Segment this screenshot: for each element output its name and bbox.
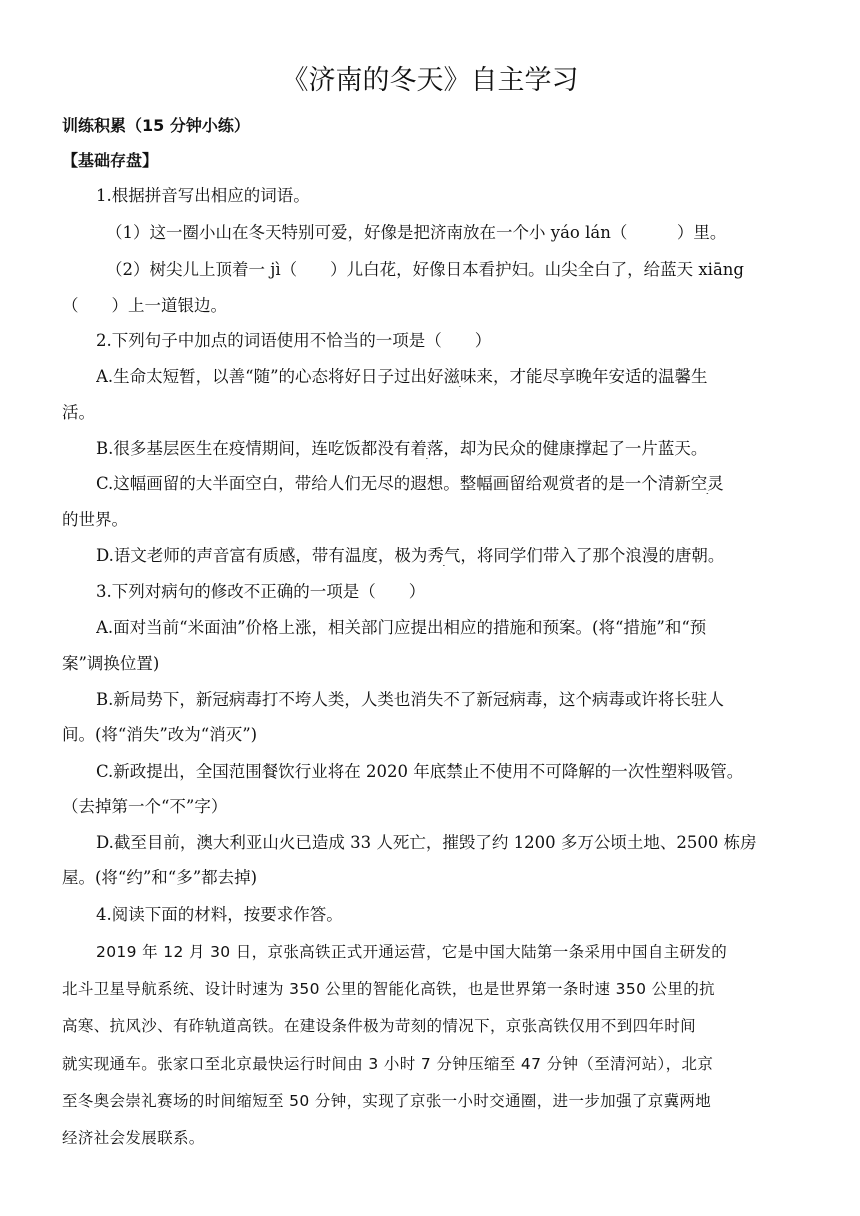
- question-3-option-c: C.新政提出，全国范围餐饮行业将在 2020 年底禁止不使用不可降解的一次性塑料吸管。: [96, 762, 744, 781]
- question-2-option-b: [96, 439, 802, 459]
- question-2-option-c-continued: 的世界。: [62, 510, 128, 529]
- question-3-option-d-continued: 屋。(将“约”和“多”都去掉): [62, 868, 258, 887]
- question-2-option-d: [96, 546, 802, 566]
- question-1-item-1: （1）这一圈小山在冬天特别可爱，好像是把济南放在一个小 yáo lán（ ）里。: [106, 223, 727, 242]
- question-2-option-a-continued: 活。: [62, 403, 95, 422]
- dotted-word-b: 着落: [410, 439, 444, 458]
- question-3-option-d: D.截至目前，澳大利亚山火已造成 33 人死亡，摧毁了约 1200 多万公顷土地、2500 栋房: [96, 833, 757, 852]
- question-3-option-b: B.新局势下，新冠病毒打不垮人类，人类也消失不了新冠病毒，这个病毒或许将长驻人: [96, 690, 724, 709]
- dotted-word-c: 空灵: [690, 474, 724, 493]
- question-2-option-c: [96, 474, 802, 494]
- dotted-word-d: 秀气: [427, 546, 461, 565]
- option-b-text: B.很多基层医生在疫情期间，连吃饭都没有: [96, 439, 411, 458]
- option-b-text-end: ，却为民众的健康撑起了一片蓝天。: [443, 439, 708, 458]
- material-line-4: 就实现通车。张家口至北京最快运行时间由 3 小时 7 分钟压缩至 47 分钟（至清河站），北京: [62, 1055, 714, 1073]
- question-3-option-a: A.面对当前“米面油”价格上涨，相关部门应提出相应的措施和预案。(将“措施”和“预: [96, 618, 707, 637]
- question-3-stem: 3.下列对病句的修改不正确的一项是（ ）: [96, 582, 426, 601]
- option-d-text-end: ，将同学们带入了那个浪漫的唐朝。: [460, 546, 725, 565]
- material-line-2: 北斗卫星导航系统、设计时速为 350 公里的智能化高铁，也是世界第一条时速 350 公里的抗: [62, 980, 715, 998]
- dotted-word-a: 滋味: [443, 367, 477, 386]
- question-1-item-2-continued: （ ）上一道银边。: [62, 296, 227, 315]
- material-line-6: 经济社会发展联系。: [62, 1129, 205, 1147]
- option-d-text: D.语文老师的声音富有质感，带有温度，极为: [96, 546, 428, 565]
- option-a-text-end: 来，才能尽享晚年安适的温馨生: [476, 367, 708, 386]
- question-4-stem: 4.阅读下面的材料，按要求作答。: [96, 905, 343, 924]
- question-2-stem: 2.下列句子中加点的词语使用不恰当的一项是（ ）: [96, 331, 492, 350]
- material-line-5: 至冬奥会崇礼赛场的时间缩短至 50 分钟，实现了京张一小时交通圈，进一步加强了京冀两地: [62, 1092, 712, 1110]
- option-a-text: A.生命太短暂，以善“随”的心态将好日子过出好: [96, 367, 444, 386]
- material-line-3: 高寒、抗风沙、有砟轨道高铁。在建设条件极为苛刻的情况下，京张高铁仅用不到四年时间: [62, 1017, 697, 1035]
- question-3-option-b-continued: 间。(将“消失”改为“消灭”): [62, 725, 258, 744]
- question-2-option-a: [96, 367, 802, 387]
- question-3-option-a-continued: 案”调换位置): [62, 654, 160, 673]
- subsection-heading: 【基础存盘】: [62, 151, 159, 170]
- question-3-option-c-continued: （去掉第一个“不”字）: [62, 797, 228, 816]
- page-title: 《济南的冬天》自主学习: [281, 65, 579, 96]
- question-1-item-2: （2）树尖儿上顶着一 jì（ ）儿白花，好像日本看护妇。山尖全白了，给蓝天 xiāng: [106, 260, 744, 279]
- option-c-text: C.这幅画留的大半面空白，带给人们无尽的遐想。整幅画留给观赏者的是一个清新: [96, 474, 691, 493]
- material-line-1: 2019 年 12 月 30 日，京张高铁正式开通运营，它是中国大陆第一条采用中国自主研发的: [96, 943, 728, 961]
- question-1-stem: 1.根据拼音写出相应的词语。: [96, 186, 310, 205]
- section-heading: 训练积累（15 分钟小练）: [62, 116, 250, 135]
